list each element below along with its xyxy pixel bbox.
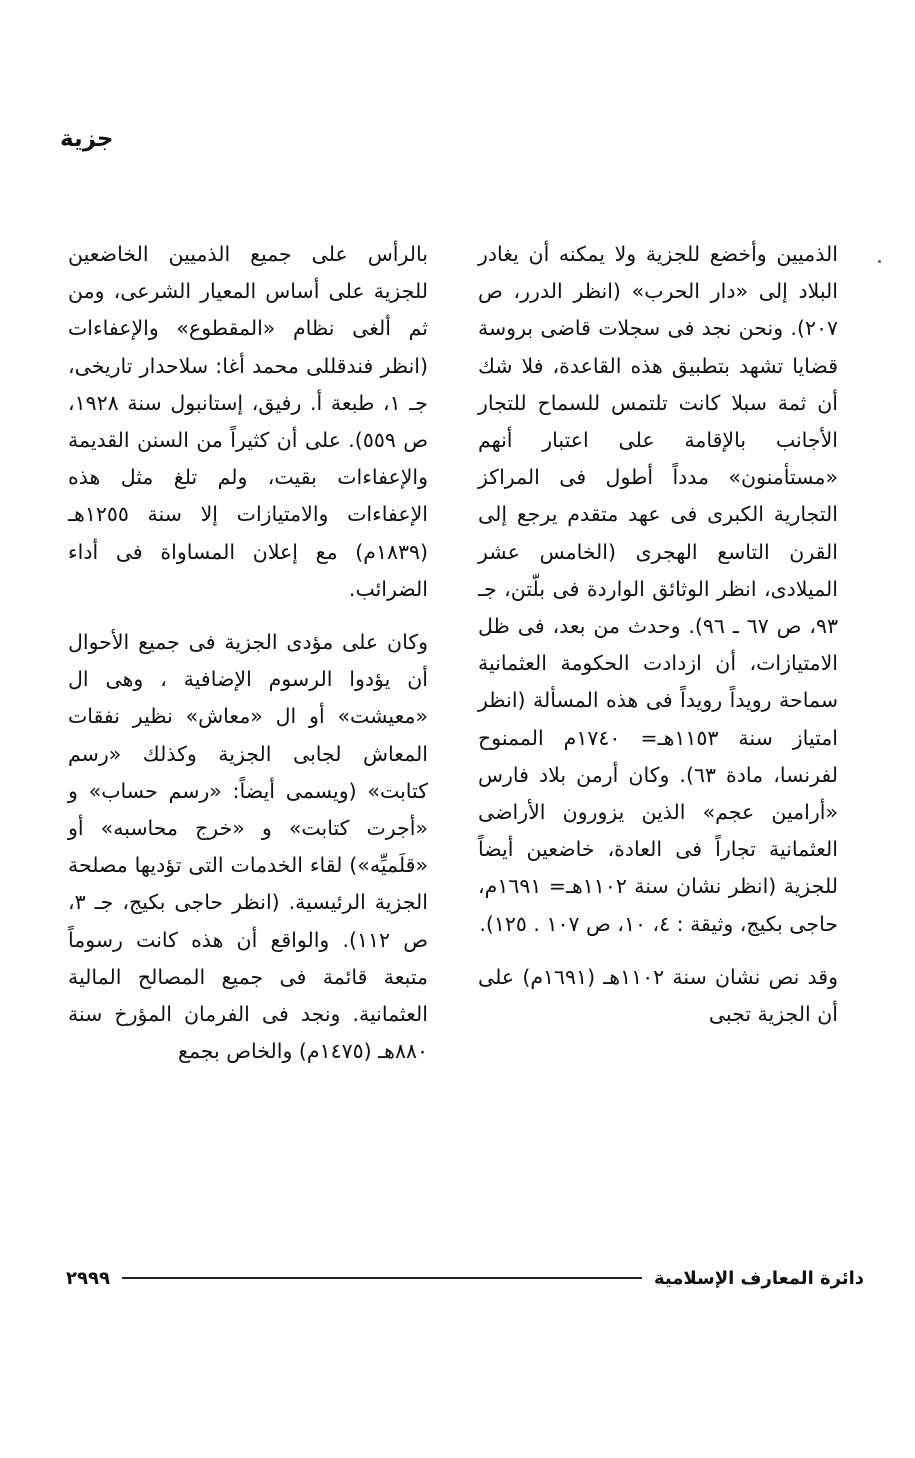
right-column-paragraph-2: وقد نص نشان سنة ١١٠٢هـ (١٦٩١م) على أن الجزية تجبى xyxy=(478,964,838,1027)
left-column xyxy=(68,236,428,1070)
page-footer xyxy=(66,1263,864,1293)
left-column-paragraph-2: وكان على مؤدى الجزية فى جميع الأحوال أن يؤدوا الرسوم الإضافية ، وهى ال «معيشت» أو ال «معاش» نظير نفقات المعاش لجابى الجزية وكذلك «رسم كتابت» (ويسمى أيضاً: «رسم حساب» و «أجرت كتابت» و «خرج محاسبه» أو «قلَميِّه») لقاء الخدمات التى تؤديها مصلحة الجزية الرئيسية. (انظر حاجى بكيج، جـ ٣، ص ١١٢). والواقع أن هذه كانت رسوماً متبعة قائمة فى جميع المصالح المالية العثمانية. ونجد فى الفرمان المؤرخ سنة ٨٨٠هـ (١٤٧٥م) والخاص بجمع xyxy=(68,630,428,1064)
right-column xyxy=(478,236,838,1033)
right-column-paragraph-1: الذميين وأخضع للجزية ولا يمكنه أن يغادر البلاد إلى «دار الحرب» (انظر الدرر، ص ٢٠٧). ونحن نجد فى سجلات قاضى بروسة قضايا تشهد بتطبيق هذه القاعدة، فلا شك أن ثمة سبلا كانت تلتمس للسماح للتجار الأجانب بالإقامة على اعتبار أنهم «مستأمنون» مدداً أطول فى المراكز التجارية الكبرى فى عهد متقدم يرجع إلى القرن التاسع الهجرى (الخامس عشر الميلادى، انظر الوثائق الواردة فى بلّتن، جـ ٩٣، ص ٦٧ ـ ٩٦). وحدث من بعد، فى ظل الامتيازات، أن ازدادت الحكومة العثمانية سماحة رويداً رويداً فى هذه المسألة (انظر امتياز سنة ١١٥٣هـ= ١٧٤٠م الممنوح لفرنسا، مادة ٦٣). وكان أرمن بلاد فارس «أرامين عجم» الذين يزورون الأراضى العثمانية تجاراً فى العادة، خاضعين أيضاً للجزية (انظر نشان سنة ١١٠٢هـ= ١٦٩١م، حاجى بكيج، وثيقة : ٤، ١٠، ص ١٠٧ . ١٢٥). xyxy=(478,242,839,936)
scan-speck xyxy=(878,260,881,263)
left-column-paragraph-1: بالرأس على جميع الذميين الخاضعين للجزية على أساس المعيار الشرعى، ومن ثم ألغى نظام «المقطوع» والإعفاءات (انظر فندقللى محمد أغا: سلاحدار تاريخى، جـ ١، طبعة أ. رفيق، إستانبول سنة ١٩٢٨، ص ٥٥٩). على أن كثيراً من السنن القديمة والإعفاءات بقيت، ولم تلغ مثل هذه الإعفاءات والامتيازات إلا سنة ١٢٥٥هـ (١٨٣٩م) مع إعلان المساواة فى أداء الضرائب. xyxy=(68,242,428,601)
footer-rule xyxy=(122,1277,642,1279)
page-number: ٢٩٩٩ xyxy=(66,1267,110,1289)
publication-title: دائرة المعارف الإسلامية xyxy=(653,1267,864,1289)
running-header: جزية xyxy=(60,126,114,152)
